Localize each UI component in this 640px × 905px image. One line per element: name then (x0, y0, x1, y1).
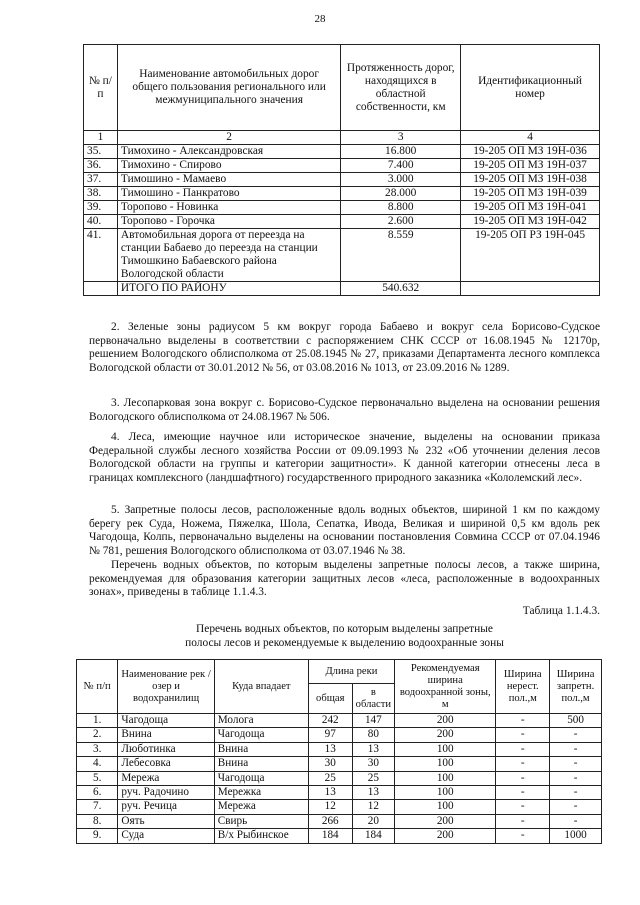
header-zone-width: Рекомендуемая ширина водоохранной зоны, м (395, 660, 496, 714)
river-length-region: 184 (352, 829, 394, 843)
river-mouth: Внина (214, 742, 308, 756)
page-number: 28 (314, 13, 326, 25)
road-num: 36. (84, 159, 118, 173)
river-name: Внина (118, 728, 214, 742)
river-length-region: 147 (352, 714, 394, 728)
road-name: Тимохино - Александровская (117, 145, 340, 159)
roads-table-header (84, 45, 600, 131)
road-id: 19-205 ОП МЗ 19Н-038 (461, 173, 600, 187)
river-mouth: Свирь (214, 814, 308, 828)
river-row (77, 814, 602, 828)
road-length: 7.400 (341, 159, 461, 173)
river-mouth: Чагодоща (214, 728, 308, 742)
river-spawn-width: - (496, 742, 550, 756)
river-forbid-width: - (550, 786, 602, 800)
road-name: Тимохино - Спирово (117, 159, 340, 173)
river-spawn-width: - (496, 800, 550, 814)
header-length: Протяженность дорог, находящихся в областной собственности, км (341, 45, 461, 131)
roads-table (83, 44, 600, 296)
table-caption: Таблица 1.1.4.3. (522, 605, 600, 617)
river-num: 9. (77, 829, 118, 843)
river-length-region: 80 (352, 728, 394, 742)
river-spawn-width: - (496, 714, 550, 728)
index-cell: 4 (461, 131, 600, 145)
river-zone-width: 100 (395, 786, 496, 800)
road-name: Тимошино - Мамаево (117, 173, 340, 187)
road-id: 19-205 ОП МЗ 19Н-039 (461, 187, 600, 201)
river-length-region: 13 (352, 742, 394, 756)
river-num: 4. (77, 757, 118, 771)
table-title-line: полосы лесов и рекомендуемые к выделению водоохранные зоны (185, 637, 504, 649)
table-title-line: Перечень водных объектов, по которым выделены запретные (196, 623, 493, 635)
paragraph-forest-park: 3. Лесопарковая зона вокруг с. Борисово-Судское первоначально выделена на основании решения Вологодского облисполкома от 24.08.1967 № 506. (89, 397, 600, 423)
road-row (84, 201, 600, 215)
road-row (84, 229, 600, 282)
road-row (84, 145, 600, 159)
road-num: 35. (84, 145, 118, 159)
paragraph-green-zones: 2. Зеленые зоны радиусом 5 км вокруг города Бабаево и вокруг села Борисово-Судское первоначально выделены в соответствии с распоряжением СНК СССР от 16.08.1945 № 12170р, решением Вологодского облисполкома от 25.08.1945 № 27, приказами Департамента лесного комплекса Вологодской области от 30.01.2012 № 56, от 03.08.2016 № 1013, от 23.09.2016 № 1289. (89, 321, 600, 374)
river-forbid-width: - (550, 757, 602, 771)
river-zone-width: 200 (395, 814, 496, 828)
header-road-name: Наименование автомобильных дорог общего пользования регионального или межмуниципального значения (117, 45, 340, 131)
river-forbid-width: - (550, 728, 602, 742)
road-row (84, 215, 600, 229)
road-id: 19-205 ОП МЗ 19Н-041 (461, 201, 600, 215)
road-row (84, 173, 600, 187)
road-name: Торопово - Новинка (117, 201, 340, 215)
paragraph-scientific-forests: 4. Леса, имеющие научное или историческое значение, выделены на основании приказа Федеральной службы лесного хозяйства России от 09.09.1993 № 232 «Об уточнении деления лесов Вологодской области на группы и категории защитности». К данной категории отнесены леса в границах комплексного (ландшафтного) государственного природного заказника «Кололемский лес». (89, 431, 600, 484)
river-length-total: 30 (308, 757, 352, 771)
road-id: 19-205 ОП МЗ 19Н-037 (461, 159, 600, 173)
river-name: руч. Речица (118, 800, 214, 814)
river-row (77, 757, 602, 771)
header-id: Идентификационный номер (461, 45, 600, 131)
river-length-region: 30 (352, 757, 394, 771)
river-name: Мережа (118, 771, 214, 785)
index-cell: 3 (341, 131, 461, 145)
road-name: Автомобильная дорога от переезда на станции Бабаево до переезда на станции Тимошкино Бабаевского района Вологодской области (117, 229, 340, 282)
river-name: Чагодоща (118, 714, 214, 728)
river-row (77, 728, 602, 742)
river-mouth: Внина (214, 757, 308, 771)
river-mouth: Чагодоща (214, 771, 308, 785)
road-row (84, 159, 600, 173)
river-num: 3. (77, 742, 118, 756)
river-mouth: Мережа (214, 800, 308, 814)
river-num: 1. (77, 714, 118, 728)
header-mouth: Куда впадает (214, 660, 308, 714)
river-num: 5. (77, 771, 118, 785)
rivers-table-header (77, 660, 602, 684)
river-length-region: 25 (352, 771, 394, 785)
header-num: № п/п (77, 660, 118, 714)
river-name: Лебесовка (118, 757, 214, 771)
river-row (77, 742, 602, 756)
river-length-total: 266 (308, 814, 352, 828)
road-num: 41. (84, 229, 118, 282)
river-name: Люботинка (118, 742, 214, 756)
river-length-region: 12 (352, 800, 394, 814)
river-length-total: 12 (308, 800, 352, 814)
road-name: Торопово - Горочка (117, 215, 340, 229)
river-zone-width: 200 (395, 728, 496, 742)
header-length-total: общая (308, 684, 352, 714)
road-num: 40. (84, 215, 118, 229)
river-name: руч. Радочино (118, 786, 214, 800)
header-spawn-width: Ширина нерест. пол.,м (496, 660, 550, 714)
river-length-region: 13 (352, 786, 394, 800)
paragraph-water-objects: Перечень водных объектов, по которым выделены запретные полосы лесов, а также ширина, рекомендуемая для образования категории защитных лесов «леса, расположенные в водоохранных зонах», приведены в таблице 1.1.4.3. (89, 559, 600, 599)
total-label: ИТОГО ПО РАЙОНУ (117, 282, 340, 296)
total-row (84, 282, 600, 296)
road-id: 19-205 ОП МЗ 19Н-036 (461, 145, 600, 159)
river-num: 2. (77, 728, 118, 742)
river-num: 6. (77, 786, 118, 800)
road-length: 2.600 (341, 215, 461, 229)
river-forbid-width: - (550, 771, 602, 785)
river-name: Оять (118, 814, 214, 828)
road-name: Тимошино - Панкратово (117, 187, 340, 201)
road-num: 37. (84, 173, 118, 187)
river-zone-width: 100 (395, 771, 496, 785)
river-length-region: 20 (352, 814, 394, 828)
river-length-total: 25 (308, 771, 352, 785)
river-zone-width: 100 (395, 742, 496, 756)
paragraph-protective-strips: 5. Запретные полосы лесов, расположенные вдоль водных объектов, шириной 1 км по каждому берегу рек Суда, Ножема, Пяжелка, Шола, Сепатка, Ивода, Великая и шириной 0,5 км вдоль рек Чагодоща, Колпь, первоначально выделены на основании постановления Совмина СССР от 07.04.1946 № 781, решения Вологодского облисполкома от 03.07.1946 № 38. (89, 504, 600, 557)
header-num: № п/п (84, 45, 118, 131)
river-forbid-width: - (550, 742, 602, 756)
header-forbid-width: Ширина запретн. пол.,м (550, 660, 602, 714)
river-length-total: 13 (308, 742, 352, 756)
rivers-table (76, 659, 602, 844)
river-zone-width: 200 (395, 829, 496, 843)
river-spawn-width: - (496, 757, 550, 771)
road-num: 39. (84, 201, 118, 215)
river-row (77, 786, 602, 800)
river-row (77, 800, 602, 814)
index-row (84, 131, 600, 145)
index-cell: 2 (117, 131, 340, 145)
road-row (84, 187, 600, 201)
river-mouth: Мережка (214, 786, 308, 800)
river-spawn-width: - (496, 771, 550, 785)
river-spawn-width: - (496, 728, 550, 742)
total-value: 540.632 (341, 282, 461, 296)
river-name: Суда (118, 829, 214, 843)
river-length-total: 242 (308, 714, 352, 728)
river-zone-width: 100 (395, 757, 496, 771)
river-length-total: 13 (308, 786, 352, 800)
river-length-total: 184 (308, 829, 352, 843)
road-length: 8.800 (341, 201, 461, 215)
river-forbid-width: 1000 (550, 829, 602, 843)
river-forbid-width: - (550, 800, 602, 814)
river-row (77, 714, 602, 728)
river-num: 8. (77, 814, 118, 828)
road-length: 8.559 (341, 229, 461, 282)
road-id: 19-205 ОП РЗ 19Н-045 (461, 229, 600, 282)
river-row (77, 771, 602, 785)
river-zone-width: 100 (395, 800, 496, 814)
river-spawn-width: - (496, 786, 550, 800)
river-mouth: Молога (214, 714, 308, 728)
road-length: 3.000 (341, 173, 461, 187)
river-spawn-width: - (496, 829, 550, 843)
road-length: 28.000 (341, 187, 461, 201)
road-num: 38. (84, 187, 118, 201)
table-title (89, 622, 600, 650)
total-empty-cell (461, 282, 600, 296)
total-empty-cell (84, 282, 118, 296)
header-length-region: в области (352, 684, 394, 714)
river-zone-width: 200 (395, 714, 496, 728)
river-num: 7. (77, 800, 118, 814)
river-spawn-width: - (496, 814, 550, 828)
header-river-length: Длина реки (308, 660, 394, 684)
river-forbid-width: - (550, 814, 602, 828)
river-row (77, 829, 602, 843)
road-length: 16.800 (341, 145, 461, 159)
header-river-name: Наименование рек / озер и водохранилищ (118, 660, 214, 714)
river-mouth: В/х Рыбинское (214, 829, 308, 843)
river-length-total: 97 (308, 728, 352, 742)
river-forbid-width: 500 (550, 714, 602, 728)
index-cell: 1 (84, 131, 118, 145)
road-id: 19-205 ОП МЗ 19Н-042 (461, 215, 600, 229)
